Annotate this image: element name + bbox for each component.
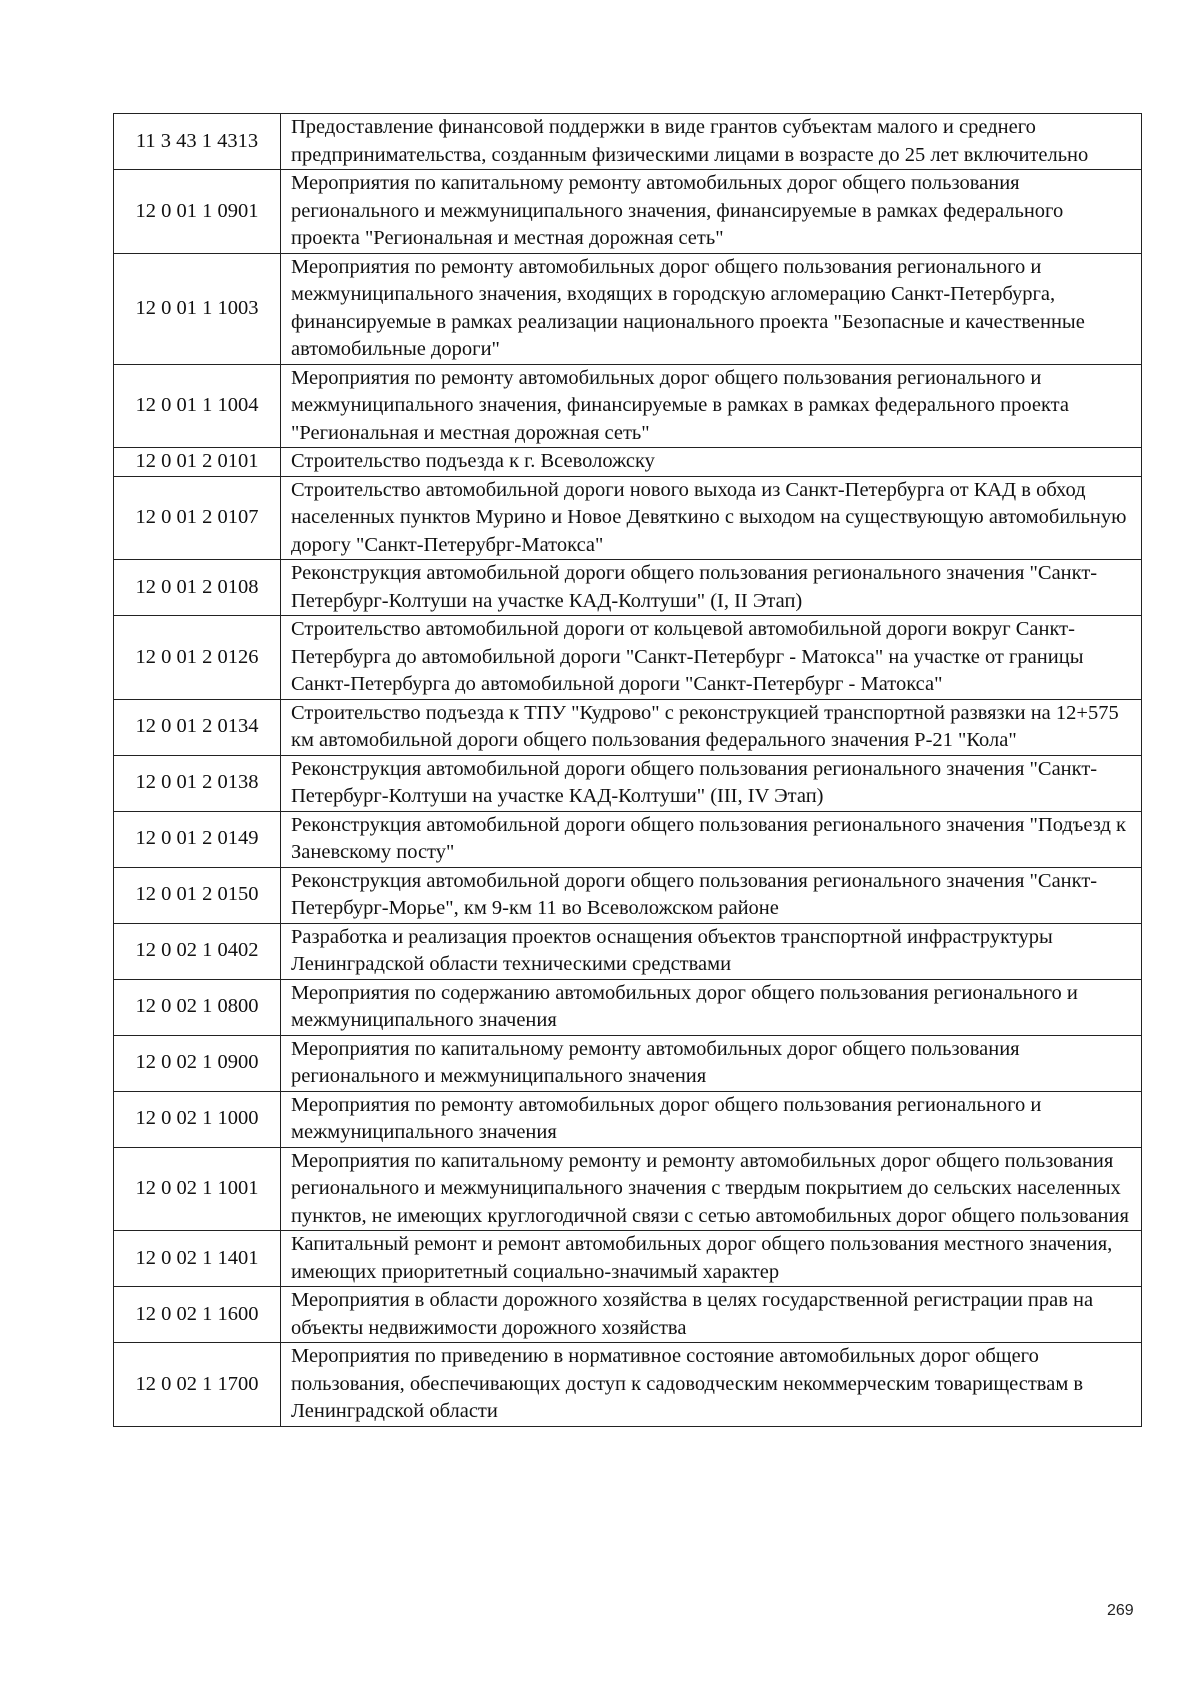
row-code-cell: 12 0 02 1 1001 — [114, 1147, 281, 1231]
budget-code-table — [113, 113, 1142, 1427]
page-number: 269 — [1107, 1602, 1134, 1619]
row-code-cell: 12 0 02 1 0402 — [114, 923, 281, 979]
row-description-cell: Мероприятия по капитальному ремонту автомобильных дорог общего пользования регионального и межмуниципального значения, финансируемые в рамках федерального проекта "Региональная и местная дорожная сеть" — [281, 170, 1142, 254]
row-description-cell: Реконструкция автомобильной дороги общего пользования регионального значения "Подъезд к Заневскому посту" — [281, 811, 1142, 867]
row-code-cell: 12 0 02 1 0900 — [114, 1035, 281, 1091]
row-code-cell: 12 0 01 1 1003 — [114, 253, 281, 364]
row-code-cell: 12 0 01 2 0134 — [114, 699, 281, 755]
row-code-cell: 12 0 01 2 0126 — [114, 616, 281, 700]
table-row — [114, 1287, 1142, 1343]
table-row — [114, 253, 1142, 364]
table-row — [114, 979, 1142, 1035]
row-code-cell: 12 0 01 2 0107 — [114, 476, 281, 560]
row-code-cell: 12 0 01 2 0101 — [114, 448, 281, 477]
table-row — [114, 114, 1142, 170]
table-row — [114, 560, 1142, 616]
table-row — [114, 867, 1142, 923]
table-row — [114, 1091, 1142, 1147]
row-description-cell: Реконструкция автомобильной дороги общего пользования регионального значения "Санкт-Петербург-Колтуши на участке КАД-Колтуши" (I, II Этап) — [281, 560, 1142, 616]
row-description-cell: Реконструкция автомобильной дороги общего пользования регионального значения "Санкт-Петербург-Колтуши на участке КАД-Колтуши" (III, IV Этап) — [281, 755, 1142, 811]
row-description-cell: Мероприятия по ремонту автомобильных дорог общего пользования регионального и межмуниципального значения, финансируемые в рамках в рамках федерального проекта "Региональная и местная дорожная сеть" — [281, 364, 1142, 448]
table-row — [114, 448, 1142, 477]
table-row — [114, 1035, 1142, 1091]
table-row — [114, 616, 1142, 700]
row-code-cell: 12 0 01 2 0138 — [114, 755, 281, 811]
row-code-cell: 12 0 01 1 1004 — [114, 364, 281, 448]
row-description-cell: Мероприятия по капитальному ремонту и ремонту автомобильных дорог общего пользования регионального и межмуниципального значения с твердым покрытием до сельских населенных пунктов, не имеющих круглогодичной связи с сетью автомобильных дорог общего пользования — [281, 1147, 1142, 1231]
table-row — [114, 755, 1142, 811]
table-row — [114, 1343, 1142, 1427]
row-code-cell: 12 0 02 1 1401 — [114, 1231, 281, 1287]
row-code-cell: 12 0 02 1 0800 — [114, 979, 281, 1035]
row-code-cell: 11 3 43 1 4313 — [114, 114, 281, 170]
row-code-cell: 12 0 02 1 1000 — [114, 1091, 281, 1147]
row-code-cell: 12 0 01 1 0901 — [114, 170, 281, 254]
row-description-cell: Предоставление финансовой поддержки в виде грантов субъектам малого и среднего предпринимательства, созданным физическими лицами в возрасте до 25 лет включительно — [281, 114, 1142, 170]
row-description-cell: Строительство подъезда к г. Всеволожску — [281, 448, 1142, 477]
row-description-cell: Мероприятия по приведению в нормативное состояние автомобильных дорог общего пользования, обеспечивающих доступ к садоводческим некоммерческим товариществам в Ленинградской области — [281, 1343, 1142, 1427]
row-description-cell: Строительство автомобильной дороги нового выхода из Санкт-Петербурга от КАД в обход населенных пунктов Мурино и Новое Девяткино с выходом на существующую автомобильную дорогу "Санкт-Петерубрг-Матокса" — [281, 476, 1142, 560]
row-description-cell: Мероприятия по ремонту автомобильных дорог общего пользования регионального и межмуниципального значения, входящих в городскую агломерацию Санкт-Петербурга, финансируемые в рамках реализации национального проекта "Безопасные и качественные автомобильные дороги" — [281, 253, 1142, 364]
table-row — [114, 699, 1142, 755]
row-description-cell: Строительство автомобильной дороги от кольцевой автомобильной дороги вокруг Санкт-Петербурга до автомобильной дороги "Санкт-Петербург - Матокса" на участке от границы Санкт-Петербурга до автомобильной дороги "Санкт-Петербург - Матокса" — [281, 616, 1142, 700]
row-description-cell: Строительство подъезда к ТПУ "Кудрово" с реконструкцией транспортной развязки на 12+575 км автомобильной дороги общего пользования федерального значения Р-21 "Кола" — [281, 699, 1142, 755]
table-row — [114, 170, 1142, 254]
row-code-cell: 12 0 02 1 1700 — [114, 1343, 281, 1427]
table-row — [114, 923, 1142, 979]
table-row — [114, 476, 1142, 560]
row-description-cell: Мероприятия по содержанию автомобильных дорог общего пользования регионального и межмуниципального значения — [281, 979, 1142, 1035]
row-description-cell: Мероприятия по капитальному ремонту автомобильных дорог общего пользования регионального и межмуниципального значения — [281, 1035, 1142, 1091]
row-description-cell: Мероприятия по ремонту автомобильных дорог общего пользования регионального и межмуниципального значения — [281, 1091, 1142, 1147]
row-code-cell: 12 0 01 2 0149 — [114, 811, 281, 867]
row-code-cell: 12 0 01 2 0108 — [114, 560, 281, 616]
table-row — [114, 364, 1142, 448]
table-row — [114, 1231, 1142, 1287]
row-code-cell: 12 0 01 2 0150 — [114, 867, 281, 923]
row-description-cell: Мероприятия в области дорожного хозяйства в целях государственной регистрации прав на объекты недвижимости дорожного хозяйства — [281, 1287, 1142, 1343]
table-row — [114, 811, 1142, 867]
row-code-cell: 12 0 02 1 1600 — [114, 1287, 281, 1343]
row-description-cell: Капитальный ремонт и ремонт автомобильных дорог общего пользования местного значения, имеющих приоритетный социально-значимый характер — [281, 1231, 1142, 1287]
row-description-cell: Разработка и реализация проектов оснащения объектов транспортной инфраструктуры Ленинградской области техническими средствами — [281, 923, 1142, 979]
table-row — [114, 1147, 1142, 1231]
row-description-cell: Реконструкция автомобильной дороги общего пользования регионального значения "Санкт-Петербург-Морье", км 9-км 11 во Всеволожском районе — [281, 867, 1142, 923]
table-body — [114, 114, 1142, 1427]
